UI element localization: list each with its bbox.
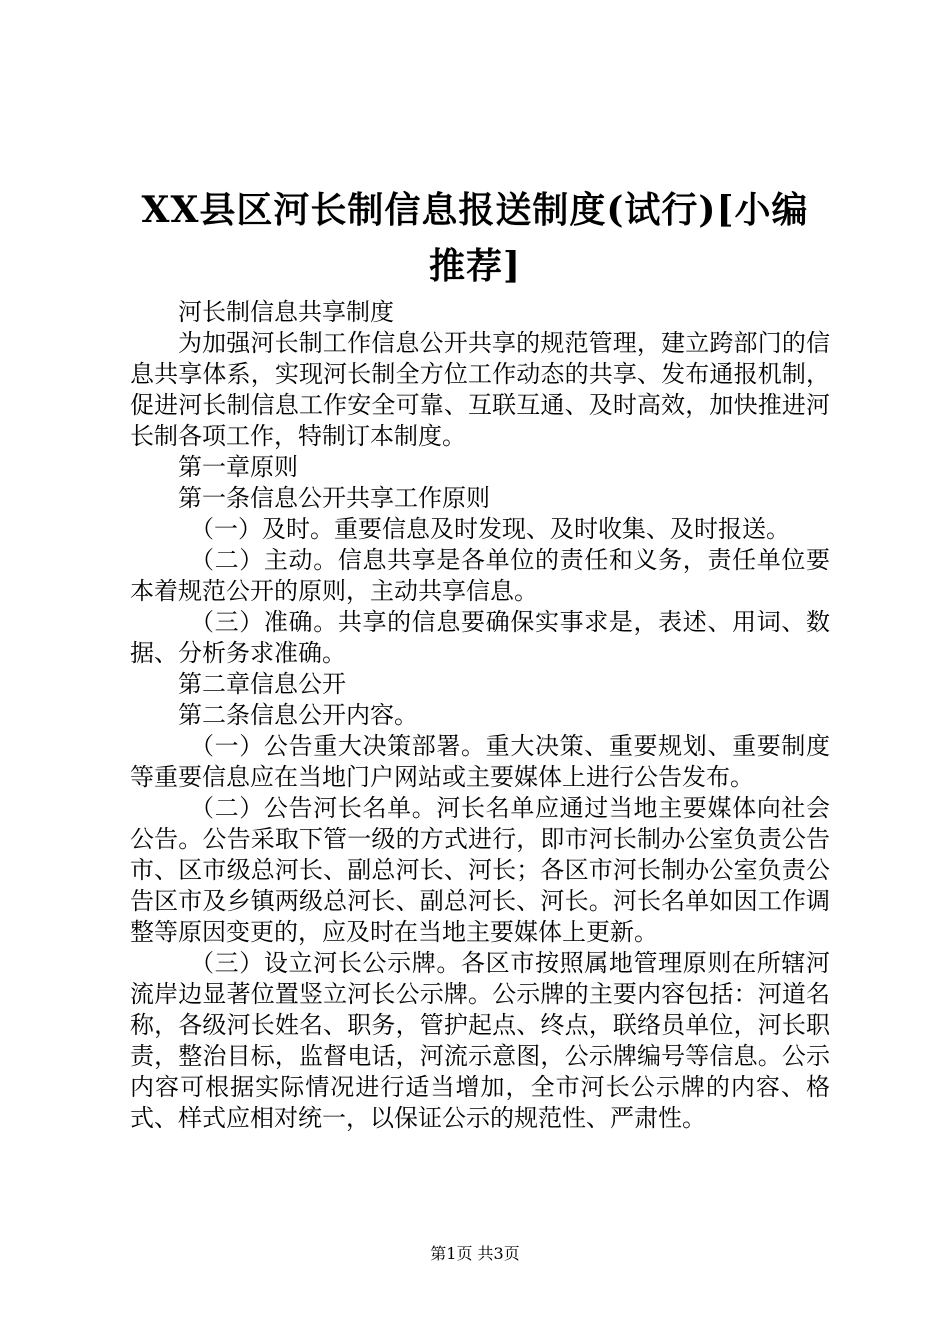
paragraph: （三）设立河长公示牌。各区市按照属地管理原则在所辖河流岸边显著位置竖立河长公示牌。公示牌的主要内容包括：河道名称，各级河长姓名、职务，管护起点、终点，联络员单位，河长职责，整治目标，监督电话，河流示意图，公示牌编号等信息。公示内容可根据实际情况进行适当增加，全市河长公示牌的内容、格式、样式应相对统一，以保证公示的规范性、严肃性。 xyxy=(130,949,830,1132)
chapter-heading: 第二章信息公开 xyxy=(178,670,346,698)
article-heading: 第二条信息公开内容。 xyxy=(178,701,418,729)
page-footer: 第1页 共3页 xyxy=(430,1244,520,1263)
paragraph: （二）公告河长名单。河长名单应通过当地主要媒体向社会公告。公告采取下管一级的方式进行，即市河长制办公室负责公告市、区市级总河长、副总河长、河长；各区市河长制办公室负责公告区市及乡镇两级总河长、副总河长、河长。河长名单如因工作调整等原因变更的，应及时在当地主要媒体上更新。 xyxy=(130,794,830,946)
paragraph: （二）主动。信息共享是各单位的责任和义务，责任单位要本着规范公开的原则，主动共享信息。 xyxy=(130,546,830,605)
document-body xyxy=(130,297,830,1134)
paragraph: （一）公告重大决策部署。重大决策、重要规划、重要制度等重要信息应在当地门户网站或主要媒体上进行公告发布。 xyxy=(130,732,830,791)
article-heading: 第一条信息公开共享工作原则 xyxy=(178,484,490,512)
paragraph: （一）及时。重要信息及时发现、及时收集、及时报送。 xyxy=(190,515,790,543)
section-heading: 河长制信息共享制度 xyxy=(178,298,394,326)
chapter-heading: 第一章原则 xyxy=(178,453,298,481)
document-title: XX县区河长制信息报送制度(试行)[小编推荐] xyxy=(141,189,809,287)
paragraph: 为加强河长制工作信息公开共享的规范管理，建立跨部门的信息共享体系，实现河长制全方位工作动态的共享、发布通报机制，促进河长制信息工作安全可靠、互联互通、及时高效，加快推进河长制各项工作，特制订本制度。 xyxy=(130,329,830,450)
paragraph: （三）准确。共享的信息要确保实事求是，表述、用词、数据、分析务求准确。 xyxy=(130,608,830,667)
